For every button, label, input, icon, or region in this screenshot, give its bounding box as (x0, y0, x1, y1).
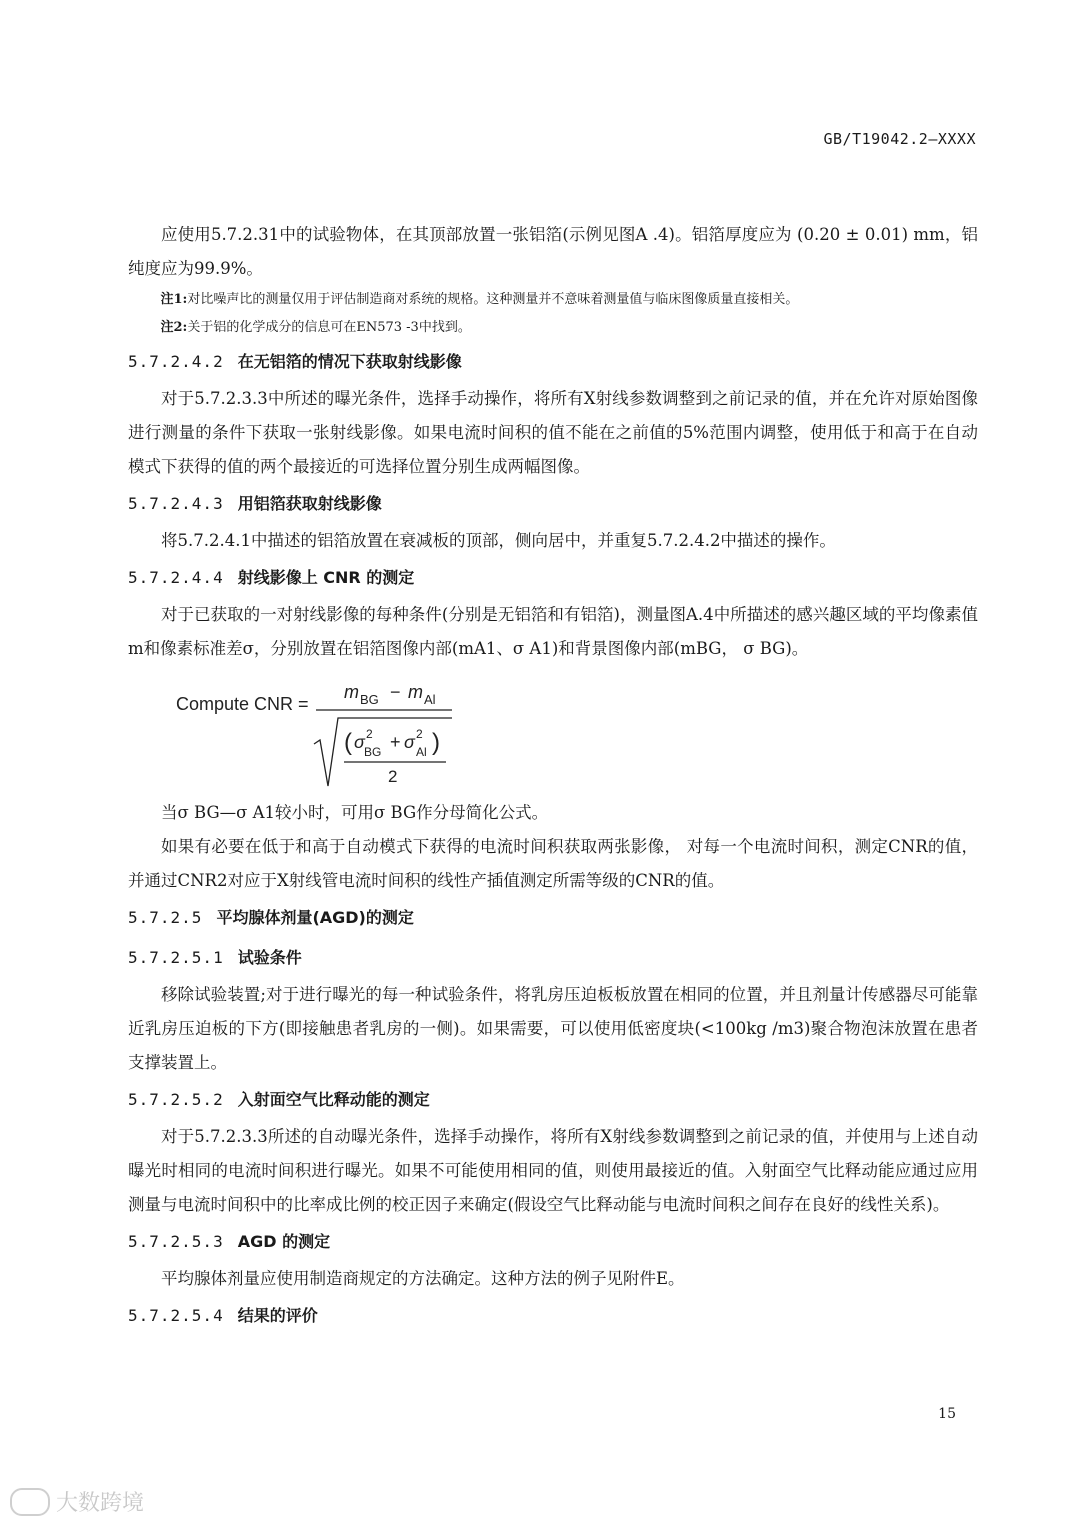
heading-5-7-2-4-4 (128, 558, 978, 598)
paragraph-without-foil: 对于5.7.2.3.3中所述的曝光条件，选择手动操作，将所有X射线参数调整到之前记录的值，并在允许对原始图像进行测量的条件下获取一张射线影像。如果电流时间积的值不能在之前值的5%范围内调整，使用低于和高于在自动模式下获得的值的两个最接近的可选择位置分别生成两幅图像。 (128, 389, 978, 476)
heading-5-7-2-4-2 (128, 342, 978, 382)
heading-title: AGD 的测定 (237, 1232, 331, 1251)
paren-right: ) (432, 729, 440, 756)
heading-number: 5.7.2.4.2 (128, 352, 224, 371)
paragraph-simplify: 当σ BG—σ A1较小时，可用σ BG作分母简化公式。 (161, 803, 549, 822)
heading-title: 用铝箔获取射线影像 (237, 494, 382, 513)
formula-m-bg: m (344, 682, 359, 702)
heading-number: 5.7.2.5.1 (128, 948, 224, 967)
heading-number: 5.7.2.5.3 (128, 1232, 224, 1251)
paragraph-air-kerma: 对于5.7.2.3.3所述的自动曝光条件，选择手动操作，将所有X射线参数调整到之前记录的值，并使用与上述自动曝光时相同的电流时间积进行曝光。如果不可能使用相同的值，则使用最接近的值。入射面空气比释动能应通过应用测量与电流时间积中的比率成比例的校正因子来确定(假设空气比释动能与电流时间积之间存在良好的线性关系)。 (128, 1127, 978, 1214)
heading-5-7-2-5 (128, 898, 978, 938)
formula-sub-al: Al (424, 692, 436, 707)
formula-m-al: m (408, 682, 423, 702)
formula-sub-bg: BG (360, 692, 379, 707)
heading-title: 平均腺体剂量(AGD)的测定 (216, 908, 414, 927)
note-1-label: 注1: (160, 292, 188, 307)
page-number: 15 (938, 1406, 956, 1422)
heading-title: 射线影像上 CNR 的测定 (237, 568, 415, 587)
note-2-label: 注2: (160, 320, 188, 335)
note-2-text: 关于铝的化学成分的信息可在EN573 -3中找到。 (187, 320, 471, 335)
formula-minus: − (390, 682, 401, 702)
paragraph-cnr-measure: 对于已获取的一对射线影像的每种条件(分别是无铝箔和有铝箔)，测量图A.4中所描述的感兴趣区域的平均像素值m和像素标准差σ，分别放置在铝箔图像内部(mA1、σ A1)和背景图像内部(mBG， σ BG)。 (128, 605, 978, 658)
heading-title: 试验条件 (237, 948, 302, 967)
paragraph-with-foil: 将5.7.2.4.1中描述的铝箔放置在衰减板的顶部，侧向居中，并重复5.7.2.4.2中描述的操作。 (161, 531, 836, 550)
paragraph-interpolate: 如果有必要在低于和高于自动模式下获得的电流时间积获取两张影像， 对每一个电流时间积，测定CNR的值，并通过CNR2对应于X射线管电流时间积的线性产插值测定所需等级的CNR的值。 (128, 837, 978, 890)
paragraph-agd: 平均腺体剂量应使用制造商规定的方法确定。这种方法的例子见附件E。 (161, 1269, 685, 1288)
formula-label: Compute CNR = (176, 694, 309, 714)
note-1-text: 对比噪声比的测量仅用于评估制造商对系统的规格。这种测量并不意味着测量值与临床图像质量直接相关。 (187, 292, 799, 307)
heading-5-7-2-5-1 (128, 938, 978, 978)
formula-sub-al2: Al (416, 745, 427, 759)
heading-number: 5.7.2.5.2 (128, 1090, 224, 1109)
heading-title: 入射面空气比释动能的测定 (237, 1090, 430, 1109)
heading-title: 结果的评价 (237, 1306, 318, 1325)
paragraph-test-conditions: 移除试验装置;对于进行曝光的每一种试验条件，将乳房压迫板板放置在相同的位置，并且剂量计传感器尽可能靠近乳房压迫板的下方(即接触患者乳房的一侧)。如果需要，可以使用低密度块(<100kg /m3)聚合物泡沫放置在患者支撑装置上。 (128, 985, 978, 1072)
paragraph-foil: 应使用5.7.2.31中的试验物体，在其顶部放置一张铝箔(示例见图A .4)。铝箔厚度应为 (0.20 ± 0.01) mm，铝纯度应为99.9%。 (128, 225, 978, 278)
heading-5-7-2-5-2 (128, 1080, 978, 1120)
heading-5-7-2-5-3 (128, 1222, 978, 1262)
paren-left: ( (344, 729, 352, 756)
heading-5-7-2-5-4 (128, 1296, 978, 1336)
heading-number: 5.7.2.5.4 (128, 1306, 224, 1325)
watermark (10, 1486, 144, 1517)
formula-sigma-al: σ (404, 732, 415, 752)
formula-sigma-bg: σ (354, 732, 365, 752)
heading-number: 5.7.2.4.3 (128, 494, 224, 513)
heading-title: 在无铝箔的情况下获取射线影像 (237, 352, 462, 371)
cnr-formula (128, 666, 978, 796)
note-1 (128, 286, 978, 314)
formula-sup-al: 2 (416, 727, 423, 741)
heading-number: 5.7.2.4.4 (128, 568, 224, 587)
main-content (128, 218, 978, 1336)
note-2 (128, 314, 978, 342)
formula-two: 2 (388, 767, 398, 786)
formula-sub-bg2: BG (364, 745, 382, 759)
watermark-text: 大数跨境 (56, 1491, 145, 1516)
document-id: GB/T19042.2—XXXX (823, 130, 976, 148)
formula-plus: + (390, 732, 401, 752)
formula-sup-bg: 2 (366, 727, 373, 741)
watermark-logo-icon (10, 1488, 50, 1516)
heading-number: 5.7.2.5 (128, 908, 203, 927)
heading-5-7-2-4-3 (128, 484, 978, 524)
